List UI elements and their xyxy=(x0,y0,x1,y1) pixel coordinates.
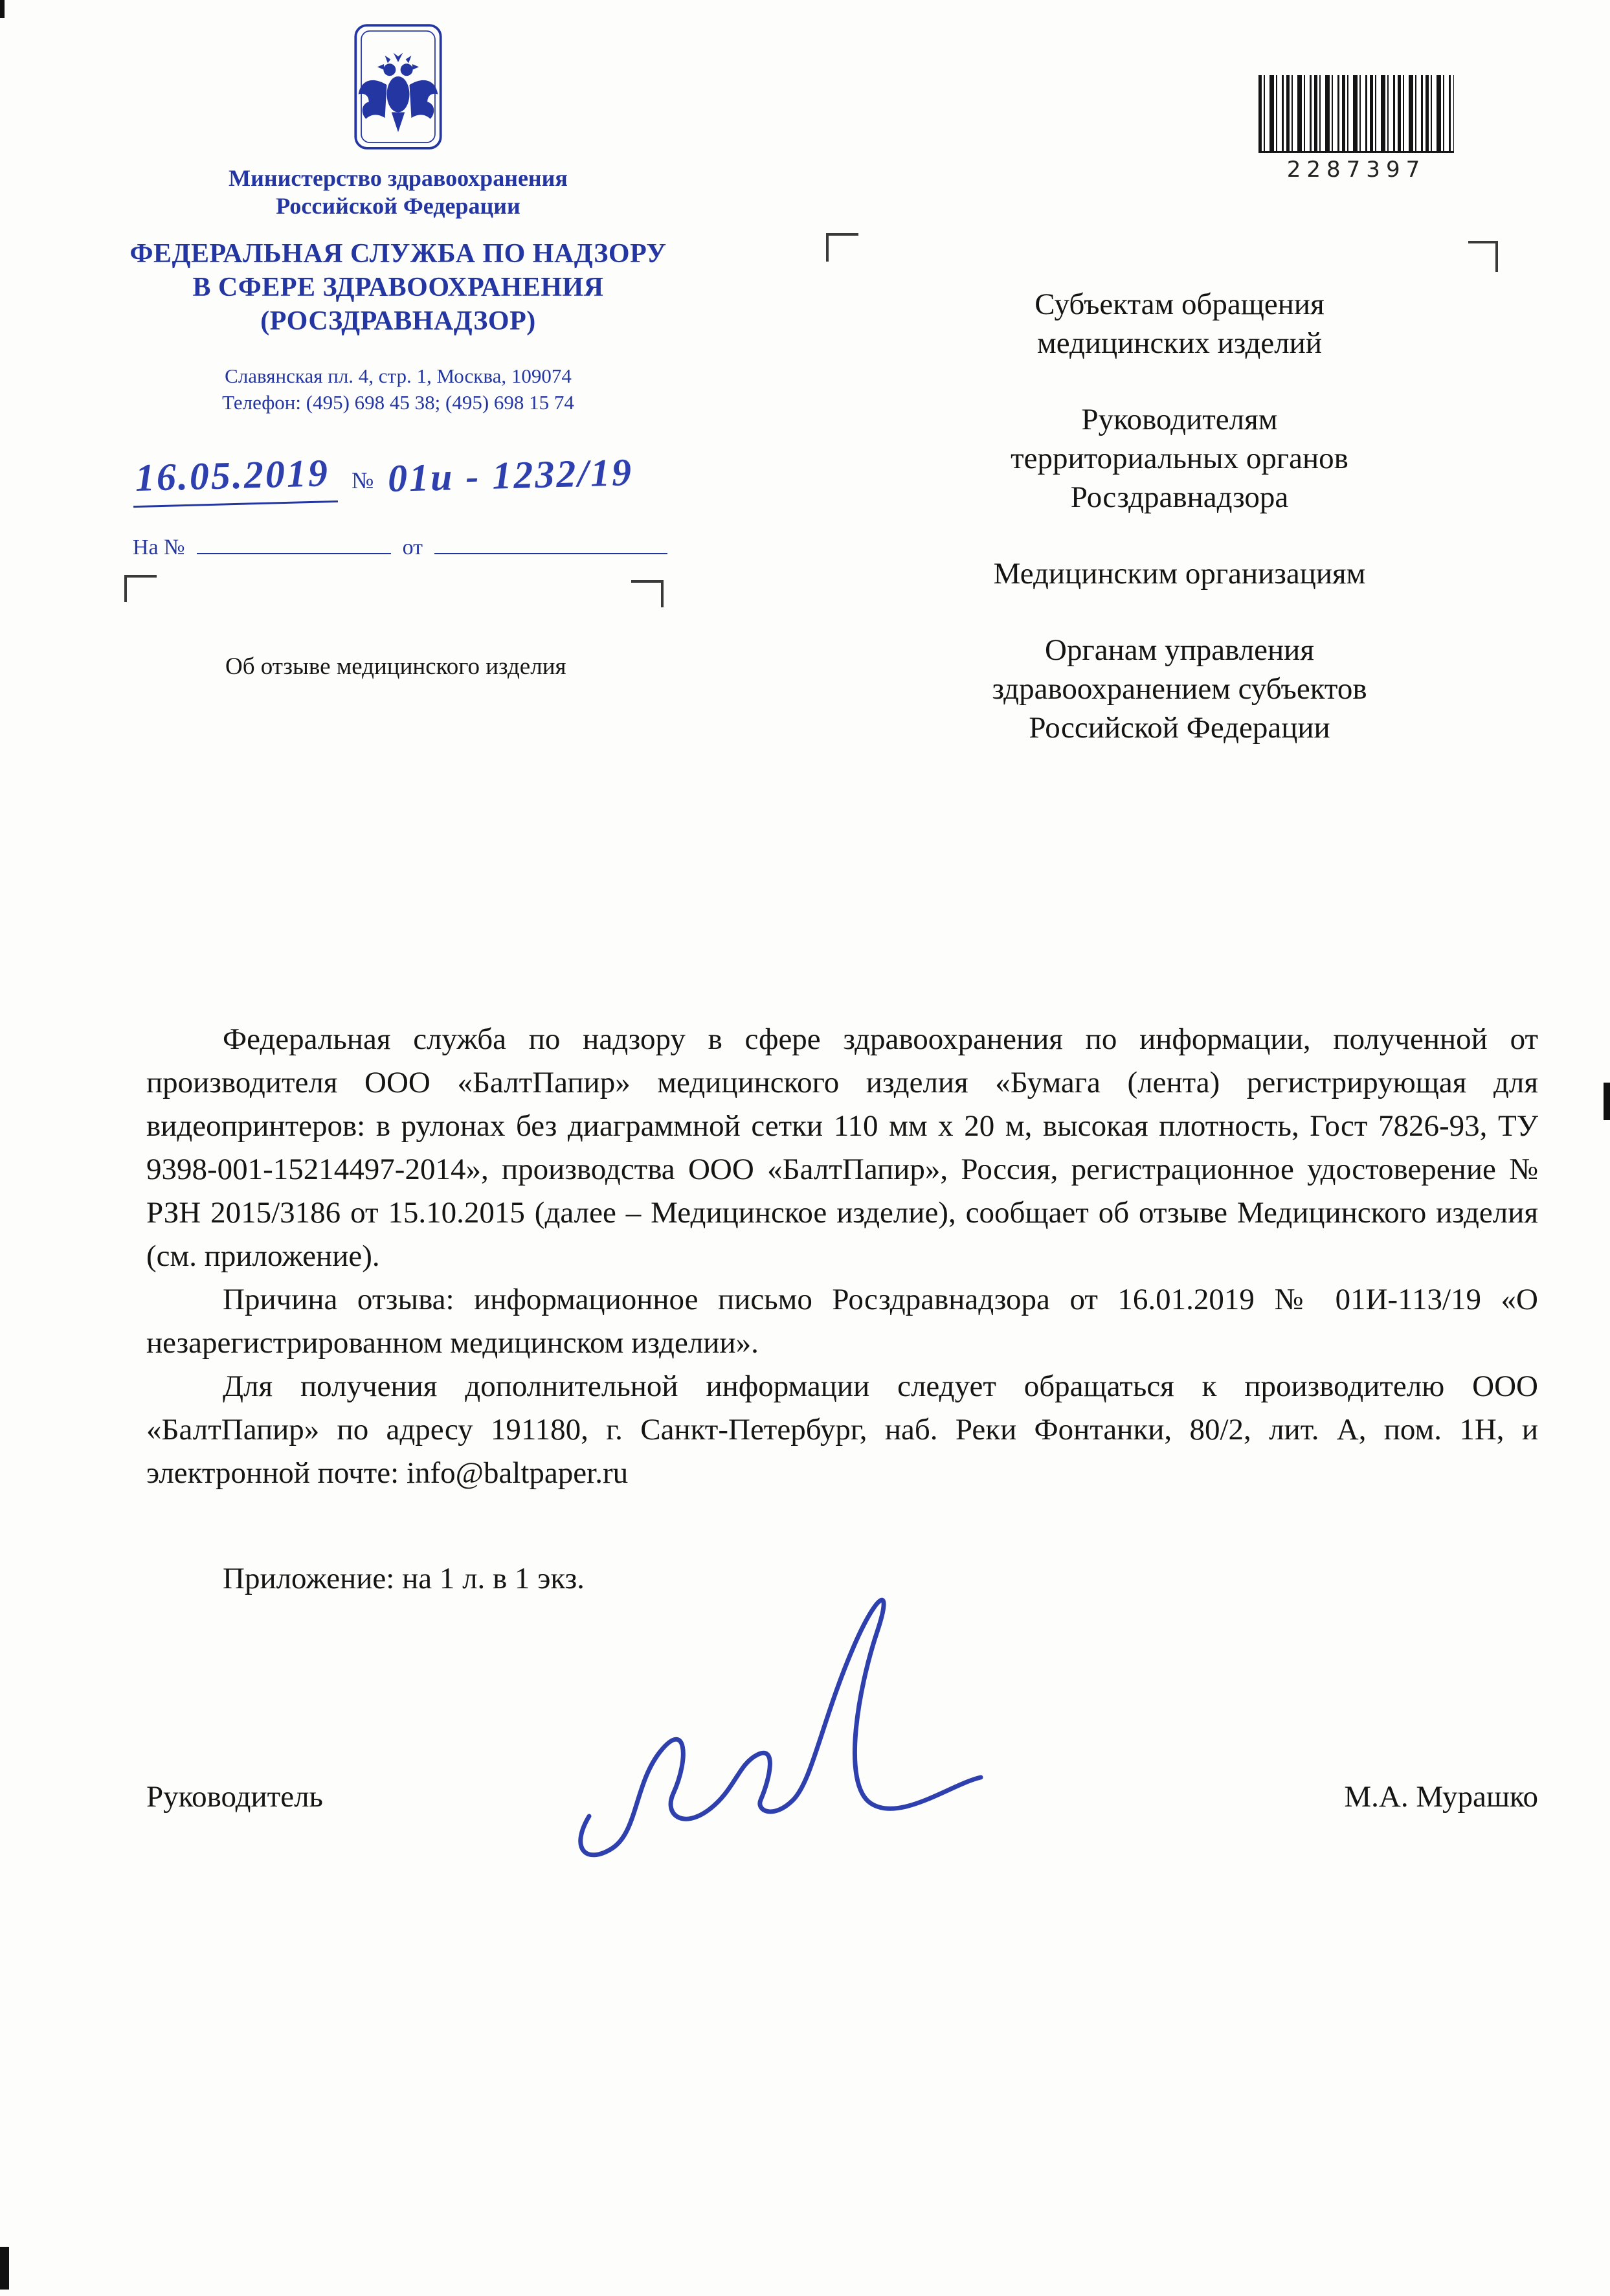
handwritten-signature xyxy=(550,1567,1003,1871)
coat-of-arms-icon xyxy=(97,18,699,155)
agency-name-line2: В СФЕРЕ ЗДРАВООХРАНЕНИЯ xyxy=(192,273,604,302)
incoming-number-blank xyxy=(197,532,391,554)
na-no-label: На № xyxy=(133,535,185,559)
letterhead-address: Славянская пл. 4, стр. 1, Москва, 109074 xyxy=(225,365,572,387)
recipients-block xyxy=(966,285,1393,785)
agency-name-line1: ФЕДЕРАЛЬНАЯ СЛУЖБА ПО НАДЗОРУ xyxy=(129,239,667,269)
number-sign: № xyxy=(352,467,374,493)
recipient-item: Субъектам обращения медицинских изделий xyxy=(1034,287,1325,360)
recipient-item: Медицинским организациям xyxy=(993,557,1366,591)
outgoing-number-handwritten: 01и - 1232/19 xyxy=(387,451,634,500)
signer-name: М.А. Мурашко xyxy=(1344,1780,1538,1814)
corner-mark-bottom-right xyxy=(631,580,664,607)
barcode-bars xyxy=(1258,75,1454,153)
outgoing-reference-row xyxy=(133,453,780,505)
signer-position-title: Руководитель xyxy=(146,1780,323,1814)
body-paragraph-1: Федеральная служба по надзору в сфере здравоохранения по информации, полученной от производителя ООО «БалтПапир» медицинского изделия «Бумага (лента) регистрирующая для видеопринтеров: в рулонах без диаграммной сетки 110 мм х 20 м, высокая плотность, Гост 7826-93, ТУ 9398-001-15214497-2014», производства ООО «БалтПапир», Россия, регистрационное удостоверение № РЗН 2015/3186 от 15.10.2015 (далее – Медицинское изделие), сообщает об отзыве Медицинского изделия (см. приложение). xyxy=(146,1022,1538,1273)
agency-name-line3: (РОСЗДРАВНАДЗОР) xyxy=(260,306,536,336)
body-paragraph-2: Причина отзыва: информационное письмо Росздравнадзора от 16.01.2019 № 01И-113/19 «О незарегистрированном медицинском изделии». xyxy=(146,1283,1538,1360)
recipient-item: Органам управления здравоохранением субъектов Российской Федерации xyxy=(992,633,1367,745)
attachment-line: Приложение: на 1 л. в 1 экз. xyxy=(223,1562,585,1595)
subject-line: Об отзыве медицинского изделия xyxy=(225,653,566,680)
ministry-name-line1: Министерство здравоохранения xyxy=(229,165,568,191)
scan-artifact xyxy=(0,0,5,18)
corner-mark-top-left xyxy=(826,233,858,262)
body-paragraph-3: Для получения дополнительной информации следует обращаться к производителю ООО «БалтПапир» по адресу 191180, г. Санкт-Петербург, наб. Реки Фонтанки, 80/2, лит. А, пом. 1Н, и электронной почте: info@baltpaper.ru xyxy=(146,1369,1538,1490)
registration-barcode xyxy=(1258,75,1454,183)
letterhead-phone: Телефон: (495) 698 45 38; (495) 698 15 74 xyxy=(222,391,574,414)
barcode-number: 2287397 xyxy=(1286,157,1426,183)
incoming-reference-row xyxy=(133,532,780,560)
letterhead xyxy=(97,18,699,416)
incoming-date-blank xyxy=(434,532,667,554)
recipient-item: Руководителям территориальных органов Росздравнадзора xyxy=(1011,403,1348,514)
corner-mark-bottom-left xyxy=(124,575,157,602)
scan-artifact xyxy=(0,2247,9,2290)
outgoing-date-handwritten: 16.05.2019 xyxy=(132,451,338,508)
ministry-name-line2: Российской Федерации xyxy=(276,193,520,219)
signature-row xyxy=(146,1779,1538,1814)
ot-label: от xyxy=(402,535,423,559)
scan-artifact xyxy=(1604,1083,1610,1120)
corner-mark-top-right xyxy=(1468,241,1498,272)
letter-body xyxy=(146,1018,1538,1601)
